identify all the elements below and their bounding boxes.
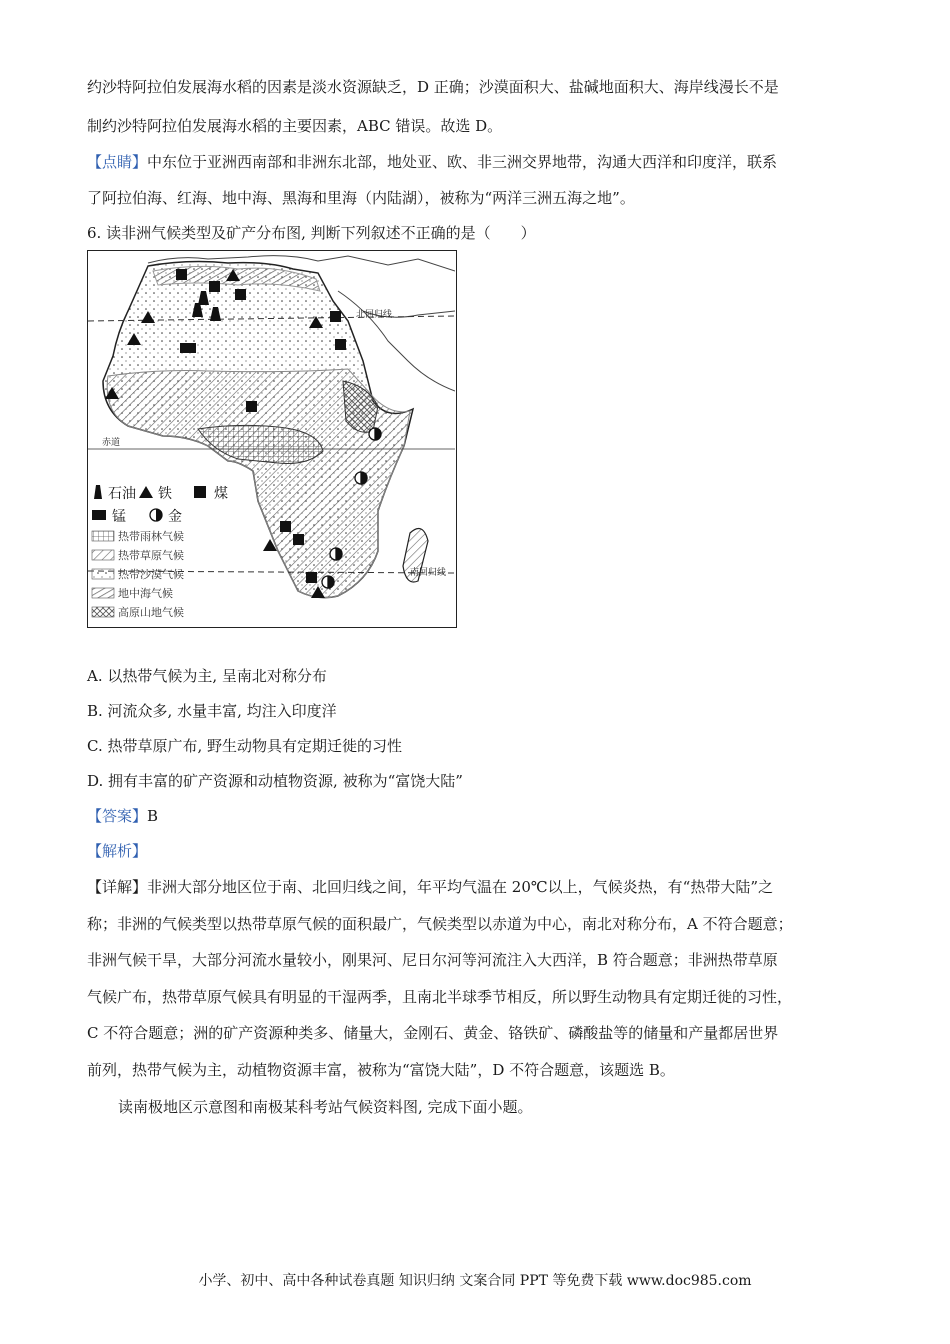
detail-line-2: 称；非洲的气候类型以热带草原气候的面积最广，气候类型以赤道为中心，南北对称分布，A 不符合题意； [87,915,793,933]
legend-iron: 铁 [158,486,172,502]
detail-line-1: 【详解】非洲大部分地区位于南、北回归线之间，年平均气温在 20℃以上，气候炎热，有“热带大陆”之 [87,878,773,896]
manganese-icon [180,343,196,353]
option-c: C. 热带草原广布, 野生动物具有定期迁徙的习性 [87,737,403,755]
coal-icon [235,289,246,300]
answer-value: B [147,807,159,825]
next-intro: 读南极地区示意图和南极某科考站气候资料图, 完成下面小题。 [118,1098,533,1116]
coal-icon [280,521,291,532]
legend-mediterranean: 地中海气候 [118,587,173,600]
africa-climate-mineral-map [87,250,457,628]
coal-icon [209,281,220,292]
legend-oil: 石油 [108,486,136,502]
equator-label: 赤道 [102,438,121,448]
coal-icon [176,269,187,280]
legend-savanna: 热带草原气候 [118,549,184,562]
dianjing-line-2: 了阿拉伯海、红海、地中海、黑海和里海（内陆湖），被称为“两洋三洲五海之地”。 [87,189,635,207]
option-b: B. 河流众多, 水量丰富, 均注入印度洋 [87,702,337,720]
legend-highland: 高原山地气候 [118,606,184,619]
intro-line-2: 制约沙特阿拉伯发展海水稻的主要因素，ABC 错误。故选 D。 [87,117,503,135]
detail-line-6: 前列，热带气候为主，动植物资源丰富，被称为“富饶大陆”，D 不符合题意，该题选 B。 [87,1061,675,1079]
detail-line-4: 气候广布，热带草原气候具有明显的干湿两季，且南北半球季节相反，所以野生动物具有定期迁徙的习性， [87,988,793,1006]
legend-gold: 金 [168,509,182,525]
dianjing-label: 【点睛】 [87,153,148,171]
tropic-north-label: 北回归线 [356,310,393,320]
coal-icon [330,311,341,322]
page-footer: 小学、初中、高中各种试卷真题 知识归纳 文案合同 PPT 等免费下载 www.doc985.com [198,1273,752,1289]
detail-line-5: C 不符合题意；洲的矿产资源种类多、储量大，金刚石、黄金、铬铁矿、磷酸盐等的储量和产量都居世界 [87,1024,779,1042]
answer-line [87,805,158,826]
legend-coal: 煤 [214,486,228,502]
dianjing-line-1: 【点睛】中东位于亚洲西南部和非洲东北部，地处亚、欧、非三洲交界地带，沟通大西洋和印度洋，联系 [87,153,778,171]
legend-manganese: 锰 [112,509,126,525]
detail-line-3: 非洲气候干旱，大部分河流水量较小，刚果河、尼日尔河等河流注入大西洋，B 符合题意；非洲热带草原 [87,951,778,969]
option-d: D. 拥有丰富的矿产资源和动植物资源, 被称为“富饶大陆” [87,772,463,790]
tropic-south-label: 南回归线 [410,568,447,578]
coal-icon [246,401,257,412]
option-a: A. 以热带气候为主, 呈南北对称分布 [87,667,327,685]
legend-rainforest: 热带雨林气候 [118,530,184,543]
detail-label: 【详解】 [87,878,148,896]
coal-icon [335,339,346,350]
coal-icon [293,534,304,545]
answer-label: 【答案】 [87,807,148,825]
legend-desert: 热带沙漠气候 [118,568,184,581]
question-text: 6. 读非洲气候类型及矿产分布图, 判断下列叙述不正确的是（ ） [87,224,536,242]
intro-line-1: 约沙特阿拉伯发展海水稻的因素是淡水资源缺乏，D 正确；沙漠面积大、盐碱地面积大、海岸线漫长不是 [87,78,779,96]
coal-icon [306,572,317,583]
analysis-label: 【解析】 [87,842,148,860]
